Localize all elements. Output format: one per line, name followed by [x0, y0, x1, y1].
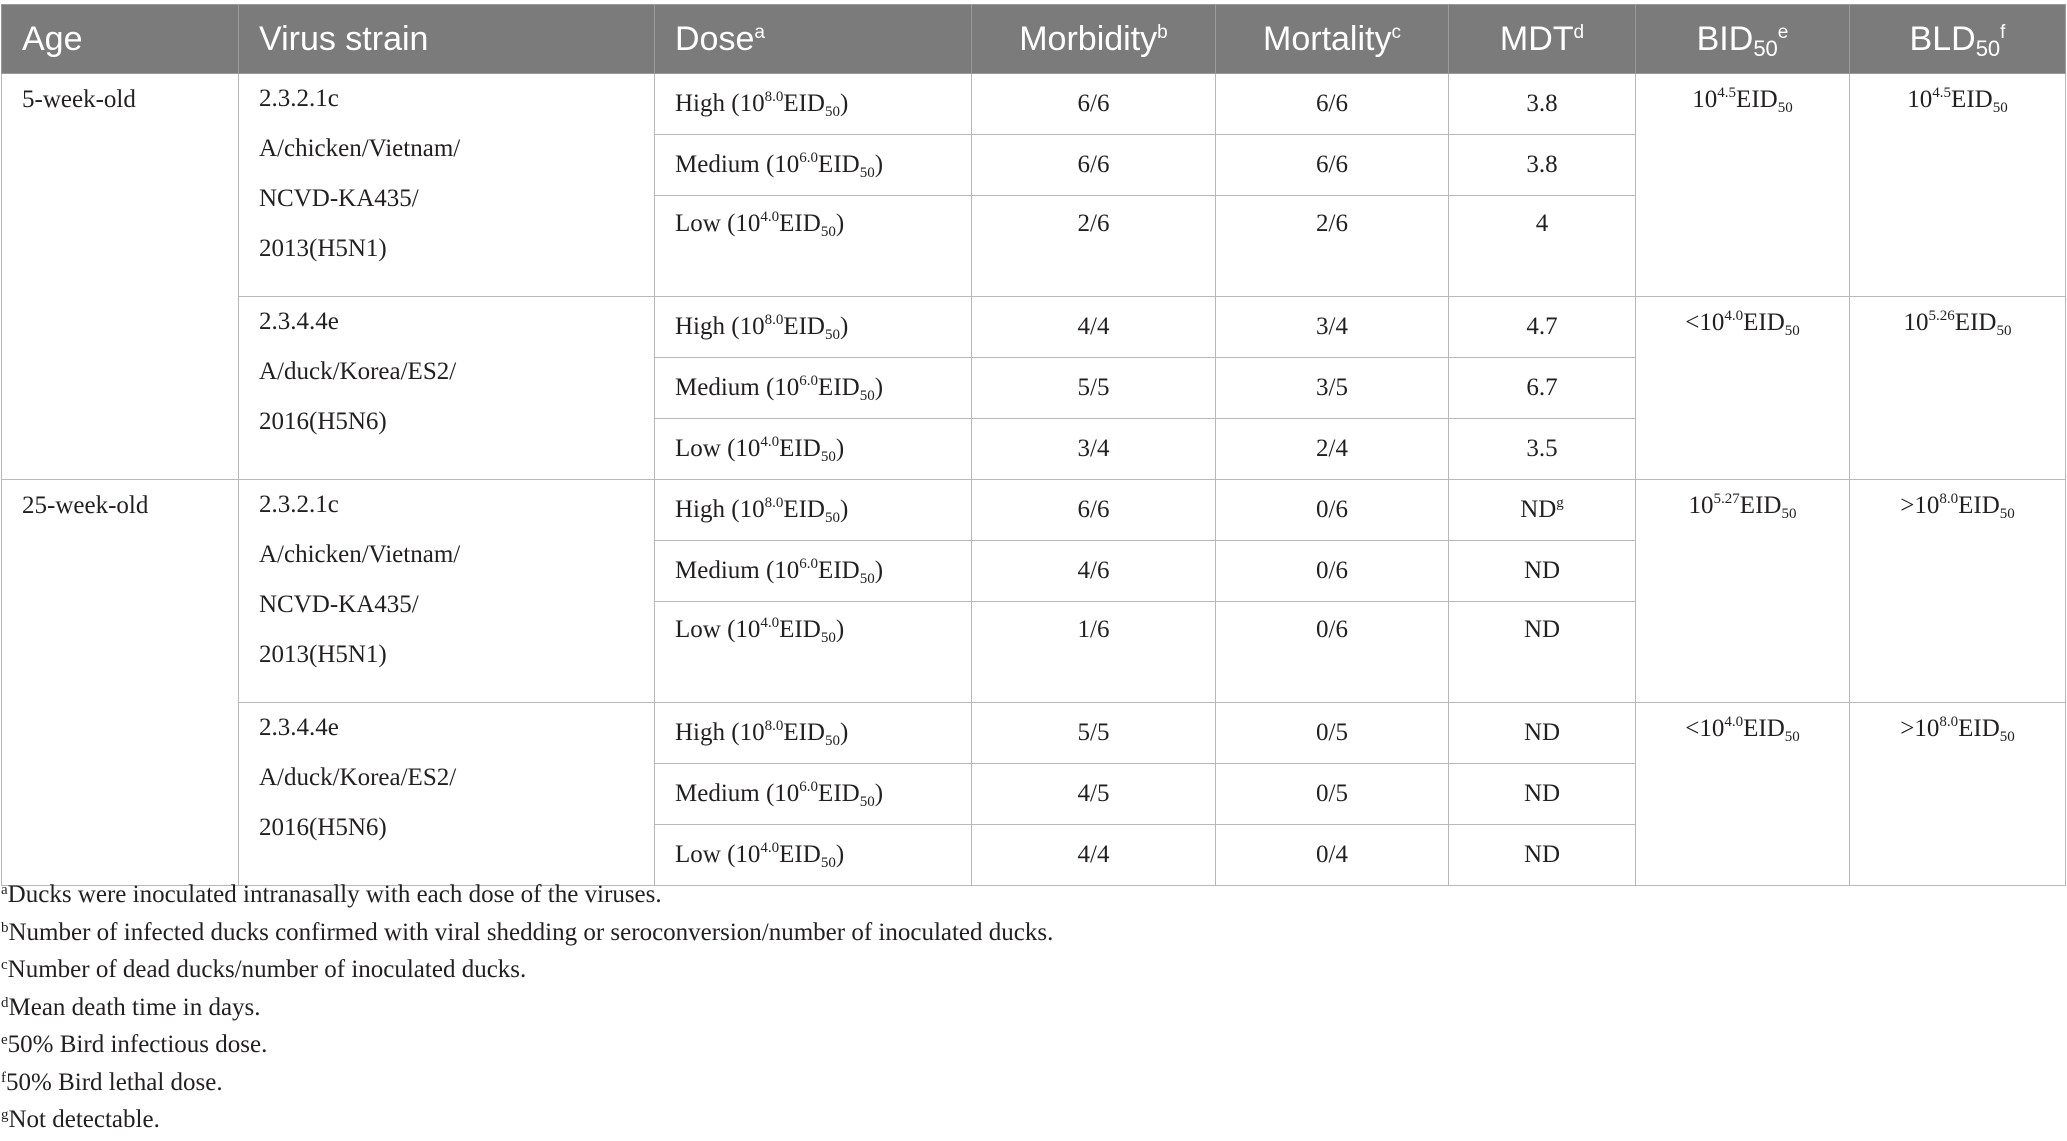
strain-line: 2016(H5N6)	[259, 408, 387, 435]
footnote	[1, 876, 2061, 914]
mortality-cell: 3/5	[1216, 358, 1449, 419]
footnote-mark: e	[1, 1032, 8, 1048]
header-dose: Dose$^a$	[655, 5, 972, 74]
morbidity-cell: 4/4	[972, 297, 1216, 358]
table-row	[2, 297, 2066, 358]
footnote-mark: f	[1, 1069, 6, 1086]
strain-line: NCVD-KA435/	[259, 591, 419, 618]
morbidity-cell: 4/6	[972, 541, 1216, 602]
footnote-text: 50% Bird lethal dose.	[6, 1068, 223, 1096]
bid50-cell: $10^{5.27}EID_{50}$	[1636, 480, 1850, 703]
footnote-mark: b	[1, 919, 9, 936]
dose-cell: Medium $(10^{6.0}EID_{50})$	[655, 541, 972, 602]
mortality-cell: 0/5	[1216, 764, 1449, 825]
age-cell: 25-week-old	[2, 480, 239, 886]
dose-cell: Low $(10^{4.0}EID_{50})$	[655, 419, 972, 480]
header-mdt: MDT$^d$	[1449, 5, 1636, 74]
dose-cell: Low $(10^{4.0}EID_{50})$	[655, 196, 972, 297]
mortality-cell: 0/6	[1216, 602, 1449, 703]
footnote-text: Number of dead ducks/number of inoculated ducks.	[7, 956, 527, 983]
footnote-mark: d	[1573, 21, 1585, 43]
strain-line: A/chicken/Vietnam/	[259, 135, 461, 162]
mortality-cell: 2/4	[1216, 419, 1449, 480]
table-row	[2, 74, 2066, 135]
morbidity-cell: 4/4	[972, 825, 1216, 886]
header-mortality: Mortality$^c$	[1216, 5, 1449, 74]
virus-strain-cell	[239, 480, 655, 703]
morbidity-cell: 5/5	[972, 358, 1216, 419]
bld50-cell: $10^{4.5}EID_{50}$	[1850, 74, 2066, 297]
morbidity-cell: 6/6	[972, 74, 1216, 135]
mdt-cell: ND	[1449, 602, 1636, 703]
dose-cell: Medium $(10^{6.0}EID_{50})$	[655, 764, 972, 825]
bid50-cell: $<10^{4.0}EID_{50}$	[1636, 297, 1850, 480]
morbidity-cell: 3/4	[972, 419, 1216, 480]
footnote-text: 50% Bird infectious dose.	[7, 1031, 268, 1058]
footnote-mark: a	[754, 21, 765, 43]
mortality-cell: 0/5	[1216, 703, 1449, 764]
dose-cell: Medium $(10^{6.0}EID_{50})$	[655, 358, 972, 419]
strain-line: A/chicken/Vietnam/	[259, 541, 461, 568]
footnote	[1, 989, 2061, 1027]
footnote-mark: f	[2000, 21, 2006, 43]
bld50-cell: $10^{5.26}EID_{50}$	[1850, 297, 2066, 480]
footnotes	[1, 876, 2061, 1139]
header-morbidity: Morbidity$^b$	[972, 5, 1216, 74]
strain-line: 2.3.4.4e	[259, 308, 339, 335]
mdt-cell: ND	[1449, 541, 1636, 602]
footnote-text: Ducks were inoculated intranasally with each dose of the viruses.	[7, 881, 662, 908]
footnote	[1, 1101, 2061, 1139]
footnote	[1, 1064, 2061, 1102]
dose-cell: High $(10^{8.0}EID_{50})$	[655, 297, 972, 358]
morbidity-cell: 4/5	[972, 764, 1216, 825]
mortality-cell: 0/6	[1216, 480, 1449, 541]
mortality-cell: 2/6	[1216, 196, 1449, 297]
footnote-mark: g	[1556, 495, 1564, 511]
dose-cell: Medium $(10^{6.0}EID_{50})$	[655, 135, 972, 196]
mdt-cell: 3.5	[1449, 419, 1636, 480]
footnote	[1, 914, 2061, 952]
footnote	[1, 951, 2061, 989]
bid50-cell: $10^{4.5}EID_{50}$	[1636, 74, 1850, 297]
mortality-cell: 6/6	[1216, 135, 1449, 196]
mdt-cell: ND	[1449, 825, 1636, 886]
strain-line: 2.3.2.1c	[259, 491, 339, 518]
mdt-cell: ND	[1449, 703, 1636, 764]
dose-cell: High $(10^{8.0}EID_{50})$	[655, 74, 972, 135]
header-age: Age	[2, 5, 239, 74]
morbidity-cell: 6/6	[972, 480, 1216, 541]
footnote-text: Number of infected ducks confirmed with viral shedding or seroconversion/number of inoculated ducks.	[8, 918, 1054, 946]
dose-cell: Low $(10^{4.0}EID_{50})$	[655, 602, 972, 703]
footnote-text: Not detectable.	[8, 1106, 160, 1133]
morbidity-cell: 1/6	[972, 602, 1216, 703]
mdt-cell: 3.8	[1449, 74, 1636, 135]
strain-line: 2.3.4.4e	[259, 714, 339, 741]
mdt-cell: ND	[1449, 764, 1636, 825]
age-cell: 5-week-old	[2, 74, 239, 480]
table-row	[2, 480, 2066, 541]
footnote-mark: d	[1, 994, 9, 1011]
footnote-text: Mean death time in days.	[8, 993, 261, 1021]
morbidity-cell: 2/6	[972, 196, 1216, 297]
footnote-mark: e	[1777, 21, 1789, 43]
header-bld50: $BLD_{50}^f$	[1850, 5, 2066, 74]
mortality-cell: 6/6	[1216, 74, 1449, 135]
footnote-mark: g	[1, 1107, 9, 1123]
mdt-cell: 3.8	[1449, 135, 1636, 196]
strain-line: NCVD-KA435/	[259, 185, 419, 212]
morbidity-cell: 5/5	[972, 703, 1216, 764]
mortality-cell: 3/4	[1216, 297, 1449, 358]
strain-line: 2.3.2.1c	[259, 85, 339, 112]
morbidity-cell: 6/6	[972, 135, 1216, 196]
virus-strain-cell	[239, 703, 655, 886]
footnote-mark: a	[1, 882, 8, 898]
mdt-cell: $ND^g$	[1449, 480, 1636, 541]
header-row	[2, 5, 2066, 74]
bld50-cell: $>10^{8.0}EID_{50}$	[1850, 703, 2066, 886]
table-row	[2, 703, 2066, 764]
footnote-mark: c	[1, 957, 8, 973]
footnote-mark: c	[1391, 21, 1401, 43]
strain-line: 2016(H5N6)	[259, 814, 387, 841]
strain-line: A/duck/Korea/ES2/	[259, 358, 457, 385]
dose-cell: Low $(10^{4.0}EID_{50})$	[655, 825, 972, 886]
dose-cell: High $(10^{8.0}EID_{50})$	[655, 703, 972, 764]
footnote-mark: b	[1157, 21, 1168, 43]
mdt-cell: 6.7	[1449, 358, 1636, 419]
header-bid50: $BID_{50}^e$	[1636, 5, 1850, 74]
results-table	[1, 4, 2066, 886]
dose-cell: High $(10^{8.0}EID_{50})$	[655, 480, 972, 541]
strain-line: A/duck/Korea/ES2/	[259, 764, 457, 791]
bld50-cell: $>10^{8.0}EID_{50}$	[1850, 480, 2066, 703]
mortality-cell: 0/4	[1216, 825, 1449, 886]
virus-strain-cell	[239, 74, 655, 297]
mdt-cell: 4.7	[1449, 297, 1636, 358]
strain-line: 2013(H5N1)	[259, 235, 387, 262]
mdt-cell: 4	[1449, 196, 1636, 297]
table-body	[2, 74, 2066, 886]
bid50-cell: $<10^{4.0}EID_{50}$	[1636, 703, 1850, 886]
mortality-cell: 0/6	[1216, 541, 1449, 602]
footnote	[1, 1026, 2061, 1064]
strain-line: 2013(H5N1)	[259, 641, 387, 668]
header-virus-strain: Virus strain	[239, 5, 655, 74]
virus-strain-cell	[239, 297, 655, 480]
